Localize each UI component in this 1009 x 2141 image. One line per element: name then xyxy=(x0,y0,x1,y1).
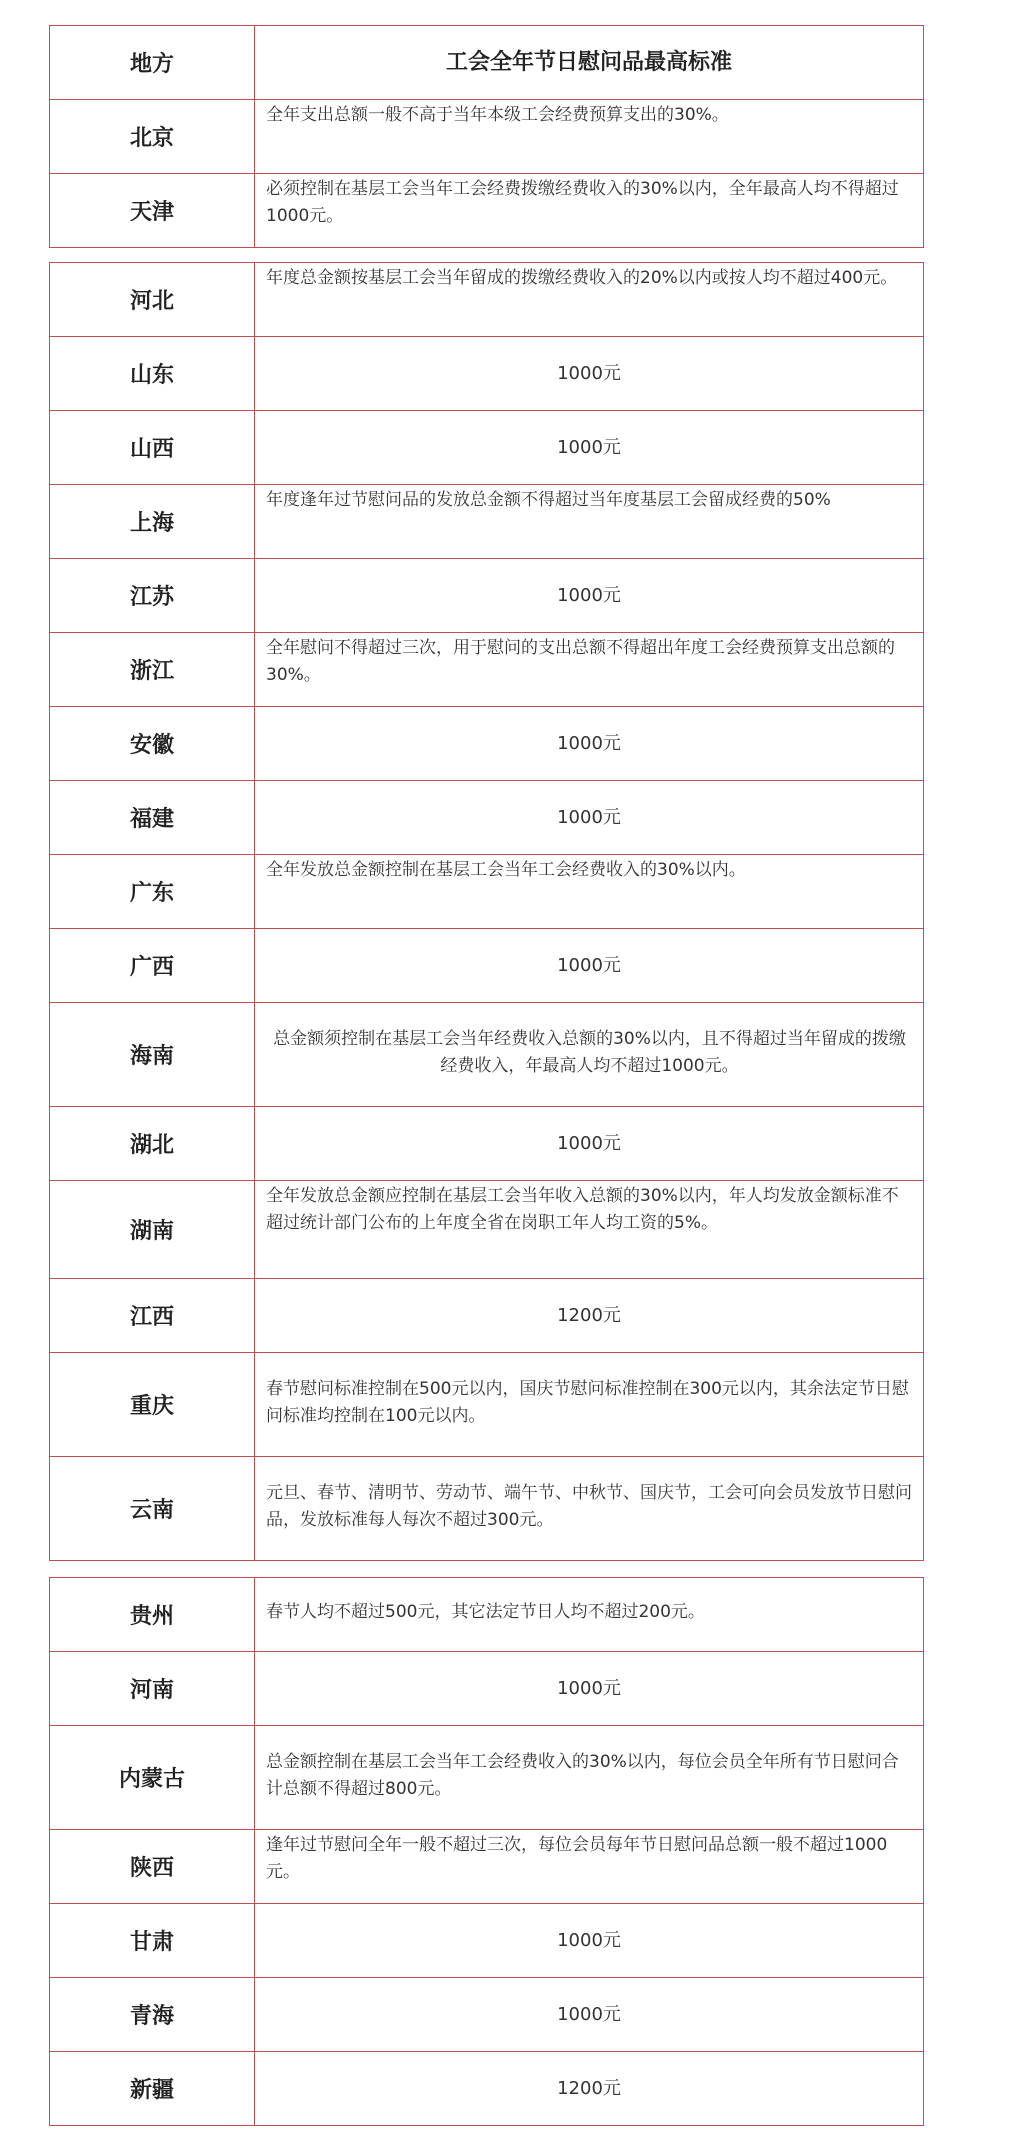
table-row xyxy=(50,1181,924,1279)
table-row xyxy=(50,174,924,248)
table-row xyxy=(50,855,924,929)
header-region: 地方 xyxy=(50,26,255,100)
region-cell: 山西 xyxy=(50,411,255,485)
table-row xyxy=(50,781,924,855)
table-row xyxy=(50,707,924,781)
region-cell: 新疆 xyxy=(50,2052,255,2126)
region-cell: 上海 xyxy=(50,485,255,559)
region-cell: 安徽 xyxy=(50,707,255,781)
region-cell: 湖北 xyxy=(50,1107,255,1181)
region-cell: 贵州 xyxy=(50,1578,255,1652)
table-row xyxy=(50,1578,924,1652)
table-row xyxy=(50,100,924,174)
table-row xyxy=(50,485,924,559)
standard-cell: 全年慰问不得超过三次，用于慰问的支出总额不得超出年度工会经费预算支出总额的30%。 xyxy=(255,633,924,707)
region-cell: 河北 xyxy=(50,263,255,337)
table-part-1 xyxy=(49,25,924,248)
standard-cell: 1000元 xyxy=(255,1904,924,1978)
standard-cell: 总金额控制在基层工会当年工会经费收入的30%以内，每位会员全年所有节日慰问合计总额不得超过800元。 xyxy=(255,1726,924,1830)
region-cell: 海南 xyxy=(50,1003,255,1107)
standard-cell: 全年发放总金额应控制在基层工会当年收入总额的30%以内，年人均发放金额标准不超过统计部门公布的上年度全省在岗职工年人均工资的5%。 xyxy=(255,1181,924,1279)
table-row xyxy=(50,1978,924,2052)
table-row xyxy=(50,929,924,1003)
standard-cell: 春节人均不超过500元，其它法定节日人均不超过200元。 xyxy=(255,1578,924,1652)
table-row xyxy=(50,2052,924,2126)
table-row xyxy=(50,263,924,337)
region-cell: 江西 xyxy=(50,1279,255,1353)
table-part-3 xyxy=(49,1577,924,2126)
table-row xyxy=(50,1726,924,1830)
table-row xyxy=(50,1830,924,1904)
table-row xyxy=(50,1457,924,1561)
standard-cell: 1200元 xyxy=(255,2052,924,2126)
standard-cell: 春节慰问标准控制在500元以内，国庆节慰问标准控制在300元以内，其余法定节日慰问标准均控制在100元以内。 xyxy=(255,1353,924,1457)
region-cell: 江苏 xyxy=(50,559,255,633)
region-cell: 河南 xyxy=(50,1652,255,1726)
table-row xyxy=(50,1003,924,1107)
region-cell: 内蒙古 xyxy=(50,1726,255,1830)
table-row xyxy=(50,337,924,411)
table-part-2 xyxy=(49,262,924,1561)
standard-cell: 1000元 xyxy=(255,559,924,633)
standard-cell: 总金额须控制在基层工会当年经费收入总额的30%以内，且不得超过当年留成的拨缴经费收入，年最高人均不超过1000元。 xyxy=(255,1003,924,1107)
standard-cell: 1000元 xyxy=(255,1652,924,1726)
table-row xyxy=(50,633,924,707)
header-standard: 工会全年节日慰问品最高标准 xyxy=(255,26,924,100)
table-row xyxy=(50,1652,924,1726)
table-row xyxy=(50,559,924,633)
region-cell: 山东 xyxy=(50,337,255,411)
standard-cell: 1000元 xyxy=(255,1978,924,2052)
standard-cell: 1000元 xyxy=(255,337,924,411)
standard-cell: 全年支出总额一般不高于当年本级工会经费预算支出的30%。 xyxy=(255,100,924,174)
region-cell: 广西 xyxy=(50,929,255,1003)
standard-cell: 1000元 xyxy=(255,781,924,855)
region-cell: 天津 xyxy=(50,174,255,248)
standard-cell: 1000元 xyxy=(255,929,924,1003)
table-header-row xyxy=(50,26,924,100)
standard-cell: 1000元 xyxy=(255,411,924,485)
region-cell: 云南 xyxy=(50,1457,255,1561)
standard-cell: 1000元 xyxy=(255,1107,924,1181)
standard-cell: 逢年过节慰问全年一般不超过三次，每位会员每年节日慰问品总额一般不超过1000元。 xyxy=(255,1830,924,1904)
table-row xyxy=(50,1353,924,1457)
standard-cell: 年度总金额按基层工会当年留成的拨缴经费收入的20%以内或按人均不超过400元。 xyxy=(255,263,924,337)
standard-cell: 1000元 xyxy=(255,707,924,781)
region-cell: 广东 xyxy=(50,855,255,929)
region-cell: 重庆 xyxy=(50,1353,255,1457)
table-row xyxy=(50,411,924,485)
standard-cell: 元旦、春节、清明节、劳动节、端午节、中秋节、国庆节，工会可向会员发放节日慰问品，发放标准每人每次不超过300元。 xyxy=(255,1457,924,1561)
region-cell: 陕西 xyxy=(50,1830,255,1904)
standard-cell: 1200元 xyxy=(255,1279,924,1353)
region-cell: 甘肃 xyxy=(50,1904,255,1978)
table-row xyxy=(50,1279,924,1353)
standard-cell: 必须控制在基层工会当年工会经费拨缴经费收入的30%以内，全年最高人均不得超过1000元。 xyxy=(255,174,924,248)
table-row xyxy=(50,1904,924,1978)
region-cell: 北京 xyxy=(50,100,255,174)
standard-cell: 全年发放总金额控制在基层工会当年工会经费收入的30%以内。 xyxy=(255,855,924,929)
region-cell: 青海 xyxy=(50,1978,255,2052)
region-cell: 福建 xyxy=(50,781,255,855)
standard-cell: 年度逢年过节慰问品的发放总金额不得超过当年度基层工会留成经费的50% xyxy=(255,485,924,559)
region-cell: 浙江 xyxy=(50,633,255,707)
table-row xyxy=(50,1107,924,1181)
region-cell: 湖南 xyxy=(50,1181,255,1279)
